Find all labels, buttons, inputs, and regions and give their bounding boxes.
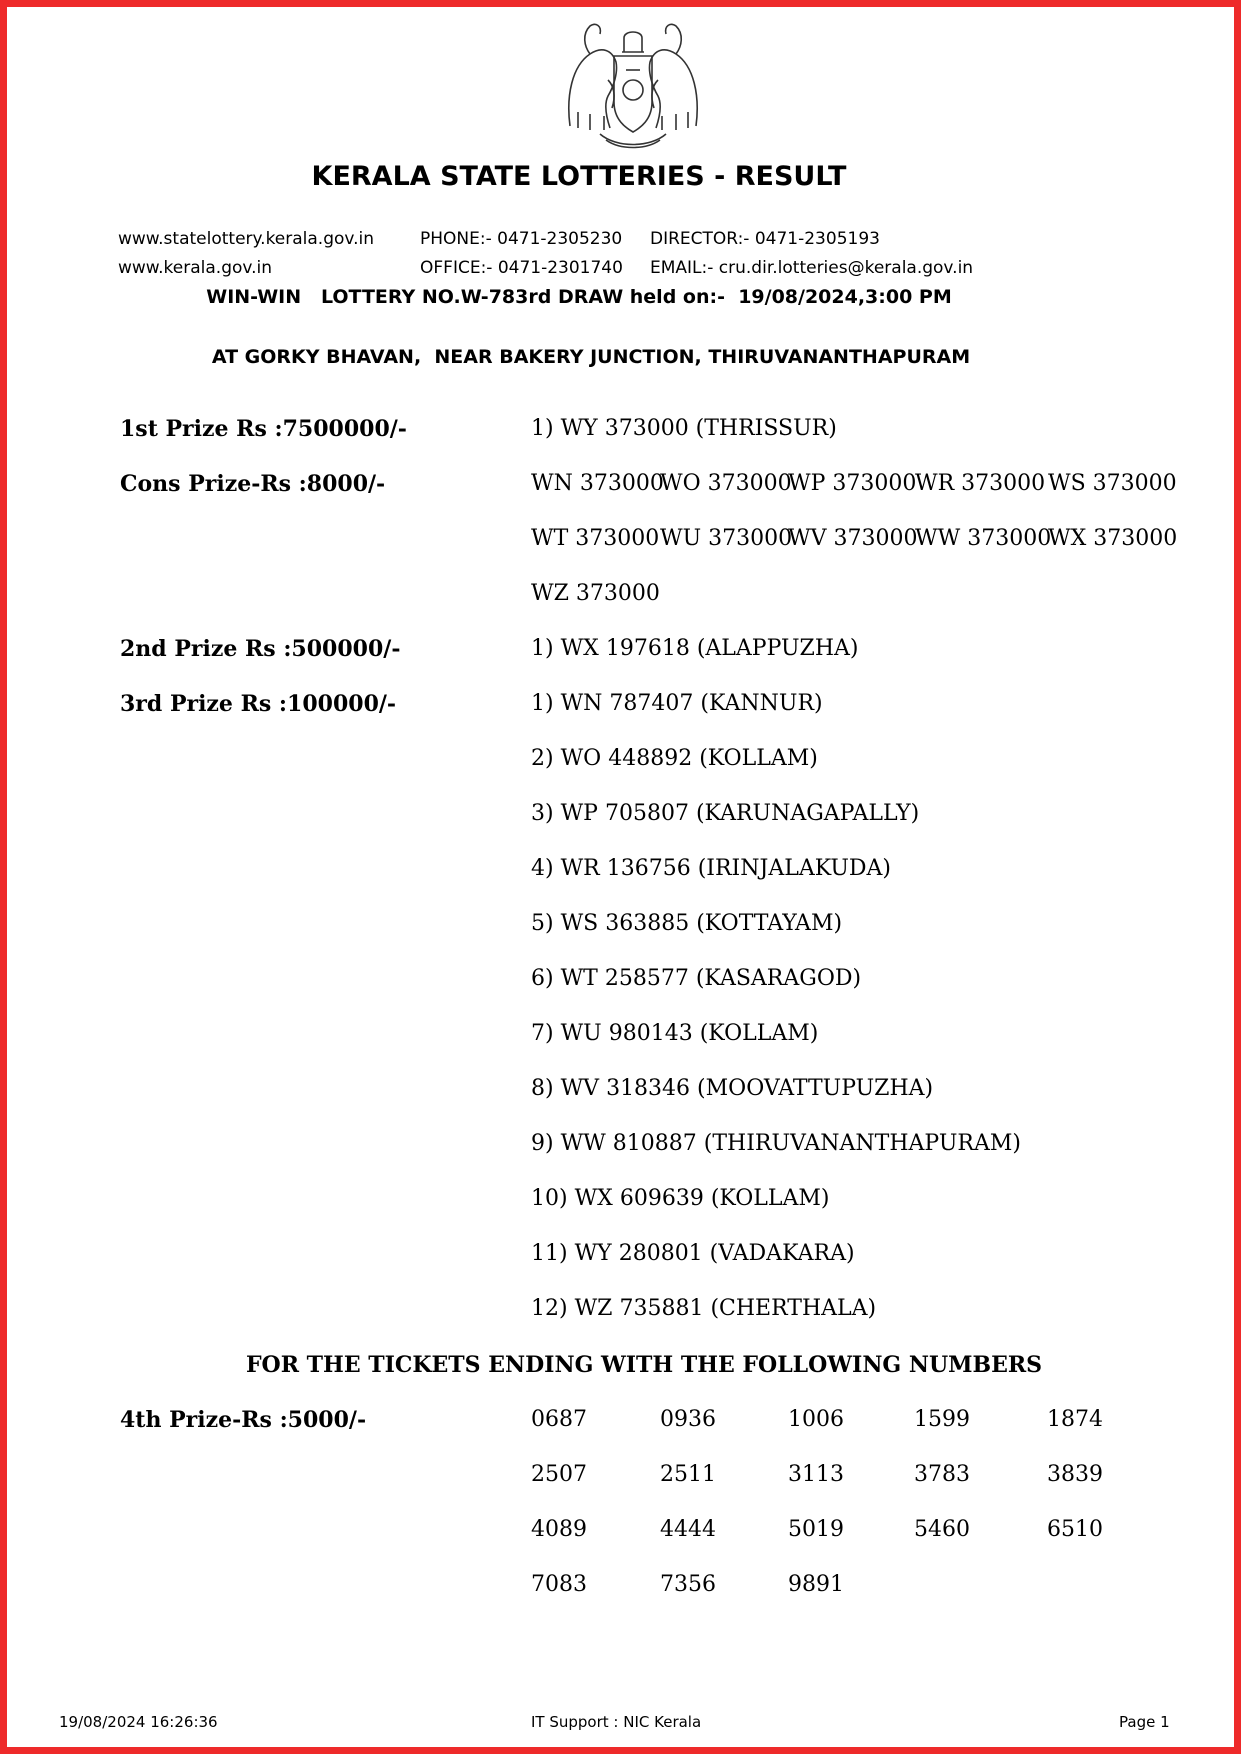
cons-number: WO 373000 xyxy=(660,471,792,496)
third-prize-winner: 2) WO 448892 (KOLLAM) xyxy=(531,746,818,771)
second-prize-winner: 1) WX 197618 (ALAPPUZHA) xyxy=(531,636,859,661)
third-prize-winner: 1) WN 787407 (KANNUR) xyxy=(531,691,823,716)
fourth-prize-number: 3839 xyxy=(1047,1462,1103,1487)
fourth-prize-number: 9891 xyxy=(788,1572,844,1597)
fourth-prize-number: 7083 xyxy=(531,1572,587,1597)
footer-page-number: Page 1 xyxy=(1119,1713,1170,1731)
cons-number: WT 373000 xyxy=(531,526,660,551)
cons-number: WP 373000 xyxy=(788,471,917,496)
website-link-kerala[interactable]: www.kerala.gov.in xyxy=(118,258,273,278)
fourth-prize-number: 3783 xyxy=(914,1462,970,1487)
phone-number: PHONE:- 0471-2305230 xyxy=(420,229,623,249)
cons-number: WX 373000 xyxy=(1048,526,1178,551)
fourth-prize-label: 4th Prize-Rs :5000/- xyxy=(120,1407,367,1433)
draw-venue: AT GORKY BHAVAN, NEAR BAKERY JUNCTION, THIRUVANANTHAPURAM xyxy=(211,346,971,368)
third-prize-winner: 10) WX 609639 (KOLLAM) xyxy=(531,1186,830,1211)
draw-details: WIN-WIN LOTTERY NO.W-783rd DRAW held on:- 19/08/2024,3:00 PM xyxy=(206,286,952,308)
director-number: DIRECTOR:- 0471-2305193 xyxy=(650,229,880,249)
fourth-prize-number: 4089 xyxy=(531,1517,587,1542)
fourth-prize-number: 2507 xyxy=(531,1462,587,1487)
cons-number: WR 373000 xyxy=(915,471,1046,496)
fourth-prize-number: 5019 xyxy=(788,1517,844,1542)
third-prize-winner: 12) WZ 735881 (CHERTHALA) xyxy=(531,1296,877,1321)
fourth-prize-number: 3113 xyxy=(788,1462,844,1487)
cons-number: WS 373000 xyxy=(1048,471,1177,496)
email-address: EMAIL:- cru.dir.lotteries@kerala.gov.in xyxy=(650,258,974,278)
cons-number: WN 373000 xyxy=(531,471,664,496)
fourth-prize-number: 2511 xyxy=(660,1462,716,1487)
fourth-prize-number: 5460 xyxy=(914,1517,970,1542)
third-prize-label: 3rd Prize Rs :100000/- xyxy=(120,691,397,717)
footer-support: IT Support : NIC Kerala xyxy=(531,1713,702,1731)
fourth-prize-number: 7356 xyxy=(660,1572,716,1597)
cons-number: WU 373000 xyxy=(660,526,793,551)
footer-timestamp: 19/08/2024 16:26:36 xyxy=(59,1713,218,1731)
fourth-prize-number: 1599 xyxy=(914,1407,970,1432)
third-prize-winner: 5) WS 363885 (KOTTAYAM) xyxy=(531,911,843,936)
website-link-statelottery[interactable]: www.statelottery.kerala.gov.in xyxy=(118,229,375,249)
ending-numbers-heading: FOR THE TICKETS ENDING WITH THE FOLLOWING NUMBERS xyxy=(245,1352,1043,1378)
fourth-prize-number: 0936 xyxy=(660,1407,716,1432)
fourth-prize-number: 4444 xyxy=(660,1517,716,1542)
third-prize-winner: 4) WR 136756 (IRINJALAKUDA) xyxy=(531,856,892,881)
cons-number: WV 373000 xyxy=(788,526,918,551)
first-prize-label: 1st Prize Rs :7500000/- xyxy=(120,416,407,442)
kerala-emblem-icon xyxy=(560,16,706,152)
office-number: OFFICE:- 0471-2301740 xyxy=(420,258,623,278)
cons-number: WZ 373000 xyxy=(531,581,660,606)
fourth-prize-number: 1006 xyxy=(788,1407,844,1432)
cons-number: WW 373000 xyxy=(915,526,1052,551)
third-prize-winner: 3) WP 705807 (KARUNAGAPALLY) xyxy=(531,801,920,826)
cons-prize-label: Cons Prize-Rs :8000/- xyxy=(120,471,386,497)
third-prize-winner: 11) WY 280801 (VADAKARA) xyxy=(531,1241,855,1266)
fourth-prize-number: 0687 xyxy=(531,1407,587,1432)
third-prize-winner: 8) WV 318346 (MOOVATTUPUZHA) xyxy=(531,1076,934,1101)
fourth-prize-number: 6510 xyxy=(1047,1517,1103,1542)
page-title: KERALA STATE LOTTERIES - RESULT xyxy=(311,161,847,192)
third-prize-winner: 7) WU 980143 (KOLLAM) xyxy=(531,1021,819,1046)
first-prize-winner: 1) WY 373000 (THRISSUR) xyxy=(531,416,837,441)
second-prize-label: 2nd Prize Rs :500000/- xyxy=(120,636,401,662)
third-prize-winner: 9) WW 810887 (THIRUVANANTHAPURAM) xyxy=(531,1131,1021,1156)
third-prize-winner: 6) WT 258577 (KASARAGOD) xyxy=(531,966,862,991)
fourth-prize-number: 1874 xyxy=(1047,1407,1103,1432)
